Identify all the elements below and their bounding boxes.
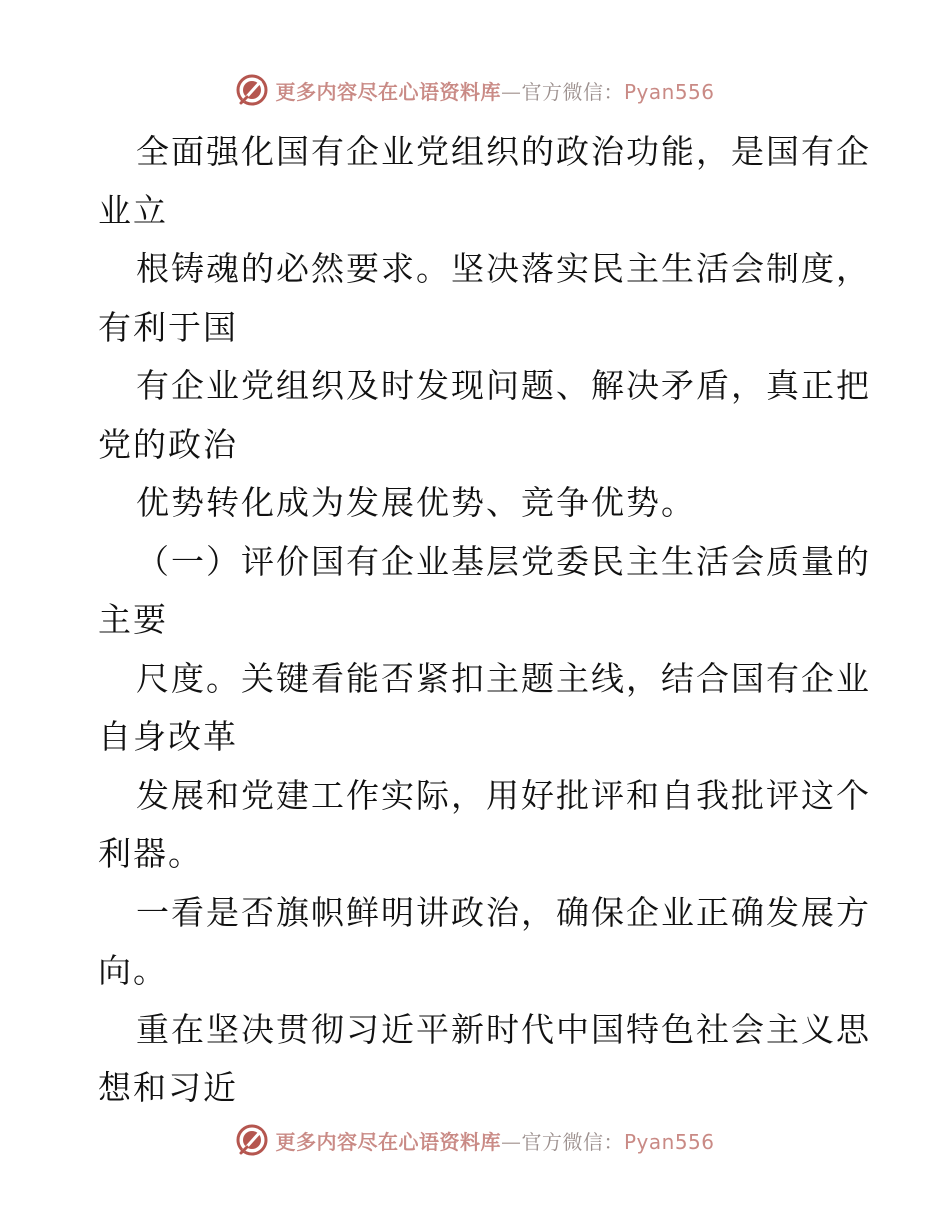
text-line: 尺度。关键看能否紧扣主题主线，结合国有企业 xyxy=(136,658,871,698)
text-line: 向。 xyxy=(98,951,168,990)
document-body xyxy=(98,123,871,1118)
text-line: 全面强化国有企业党组织的政治功能，是国有企 xyxy=(136,132,871,171)
pen-logo-icon xyxy=(235,73,269,107)
text-line: 自身改革 xyxy=(98,717,238,756)
text-line: 党的政治 xyxy=(98,424,238,464)
text-line: 主要 xyxy=(98,600,168,639)
banner-brand: 更多内容尽在心语资料库 xyxy=(275,1129,501,1154)
footer-banner xyxy=(0,1120,950,1160)
banner-contact-id: Pyan556 xyxy=(623,1129,715,1154)
text-line: 优势转化成为发展优势、竞争优势。 xyxy=(136,483,696,522)
pen-logo-icon xyxy=(235,1123,269,1157)
text-line: 有企业党组织及时发现问题、解决矛盾，真正把 xyxy=(136,366,871,405)
text-line: 重在坚决贯彻习近平新时代中国特色社会主义思 xyxy=(136,1009,871,1049)
text-line: 一看是否旗帜鲜明讲政治，确保企业正确发展方 xyxy=(136,892,871,932)
banner-contact-label: 官方微信： xyxy=(521,79,624,104)
banner-text xyxy=(275,1126,714,1155)
text-line: 利器。 xyxy=(98,834,203,873)
banner-contact-label: 官方微信： xyxy=(521,1129,624,1154)
banner-separator: — xyxy=(500,79,522,104)
banner-text xyxy=(275,76,714,105)
text-line: 想和习近 xyxy=(98,1068,238,1107)
text-line: 有利于国 xyxy=(98,307,238,347)
header-banner xyxy=(0,70,950,110)
text-line: （一）评价国有企业基层党委民主生活会质量的 xyxy=(136,541,871,581)
banner-separator: — xyxy=(500,1129,522,1154)
text-line: 根铸魂的必然要求。坚决落实民主生活会制度， xyxy=(136,249,871,288)
banner-contact-id: Pyan556 xyxy=(623,79,715,104)
text-line: 发展和党建工作实际，用好批评和自我批评这个 xyxy=(136,775,871,815)
banner-brand: 更多内容尽在心语资料库 xyxy=(275,79,501,104)
text-line: 业立 xyxy=(98,190,168,230)
